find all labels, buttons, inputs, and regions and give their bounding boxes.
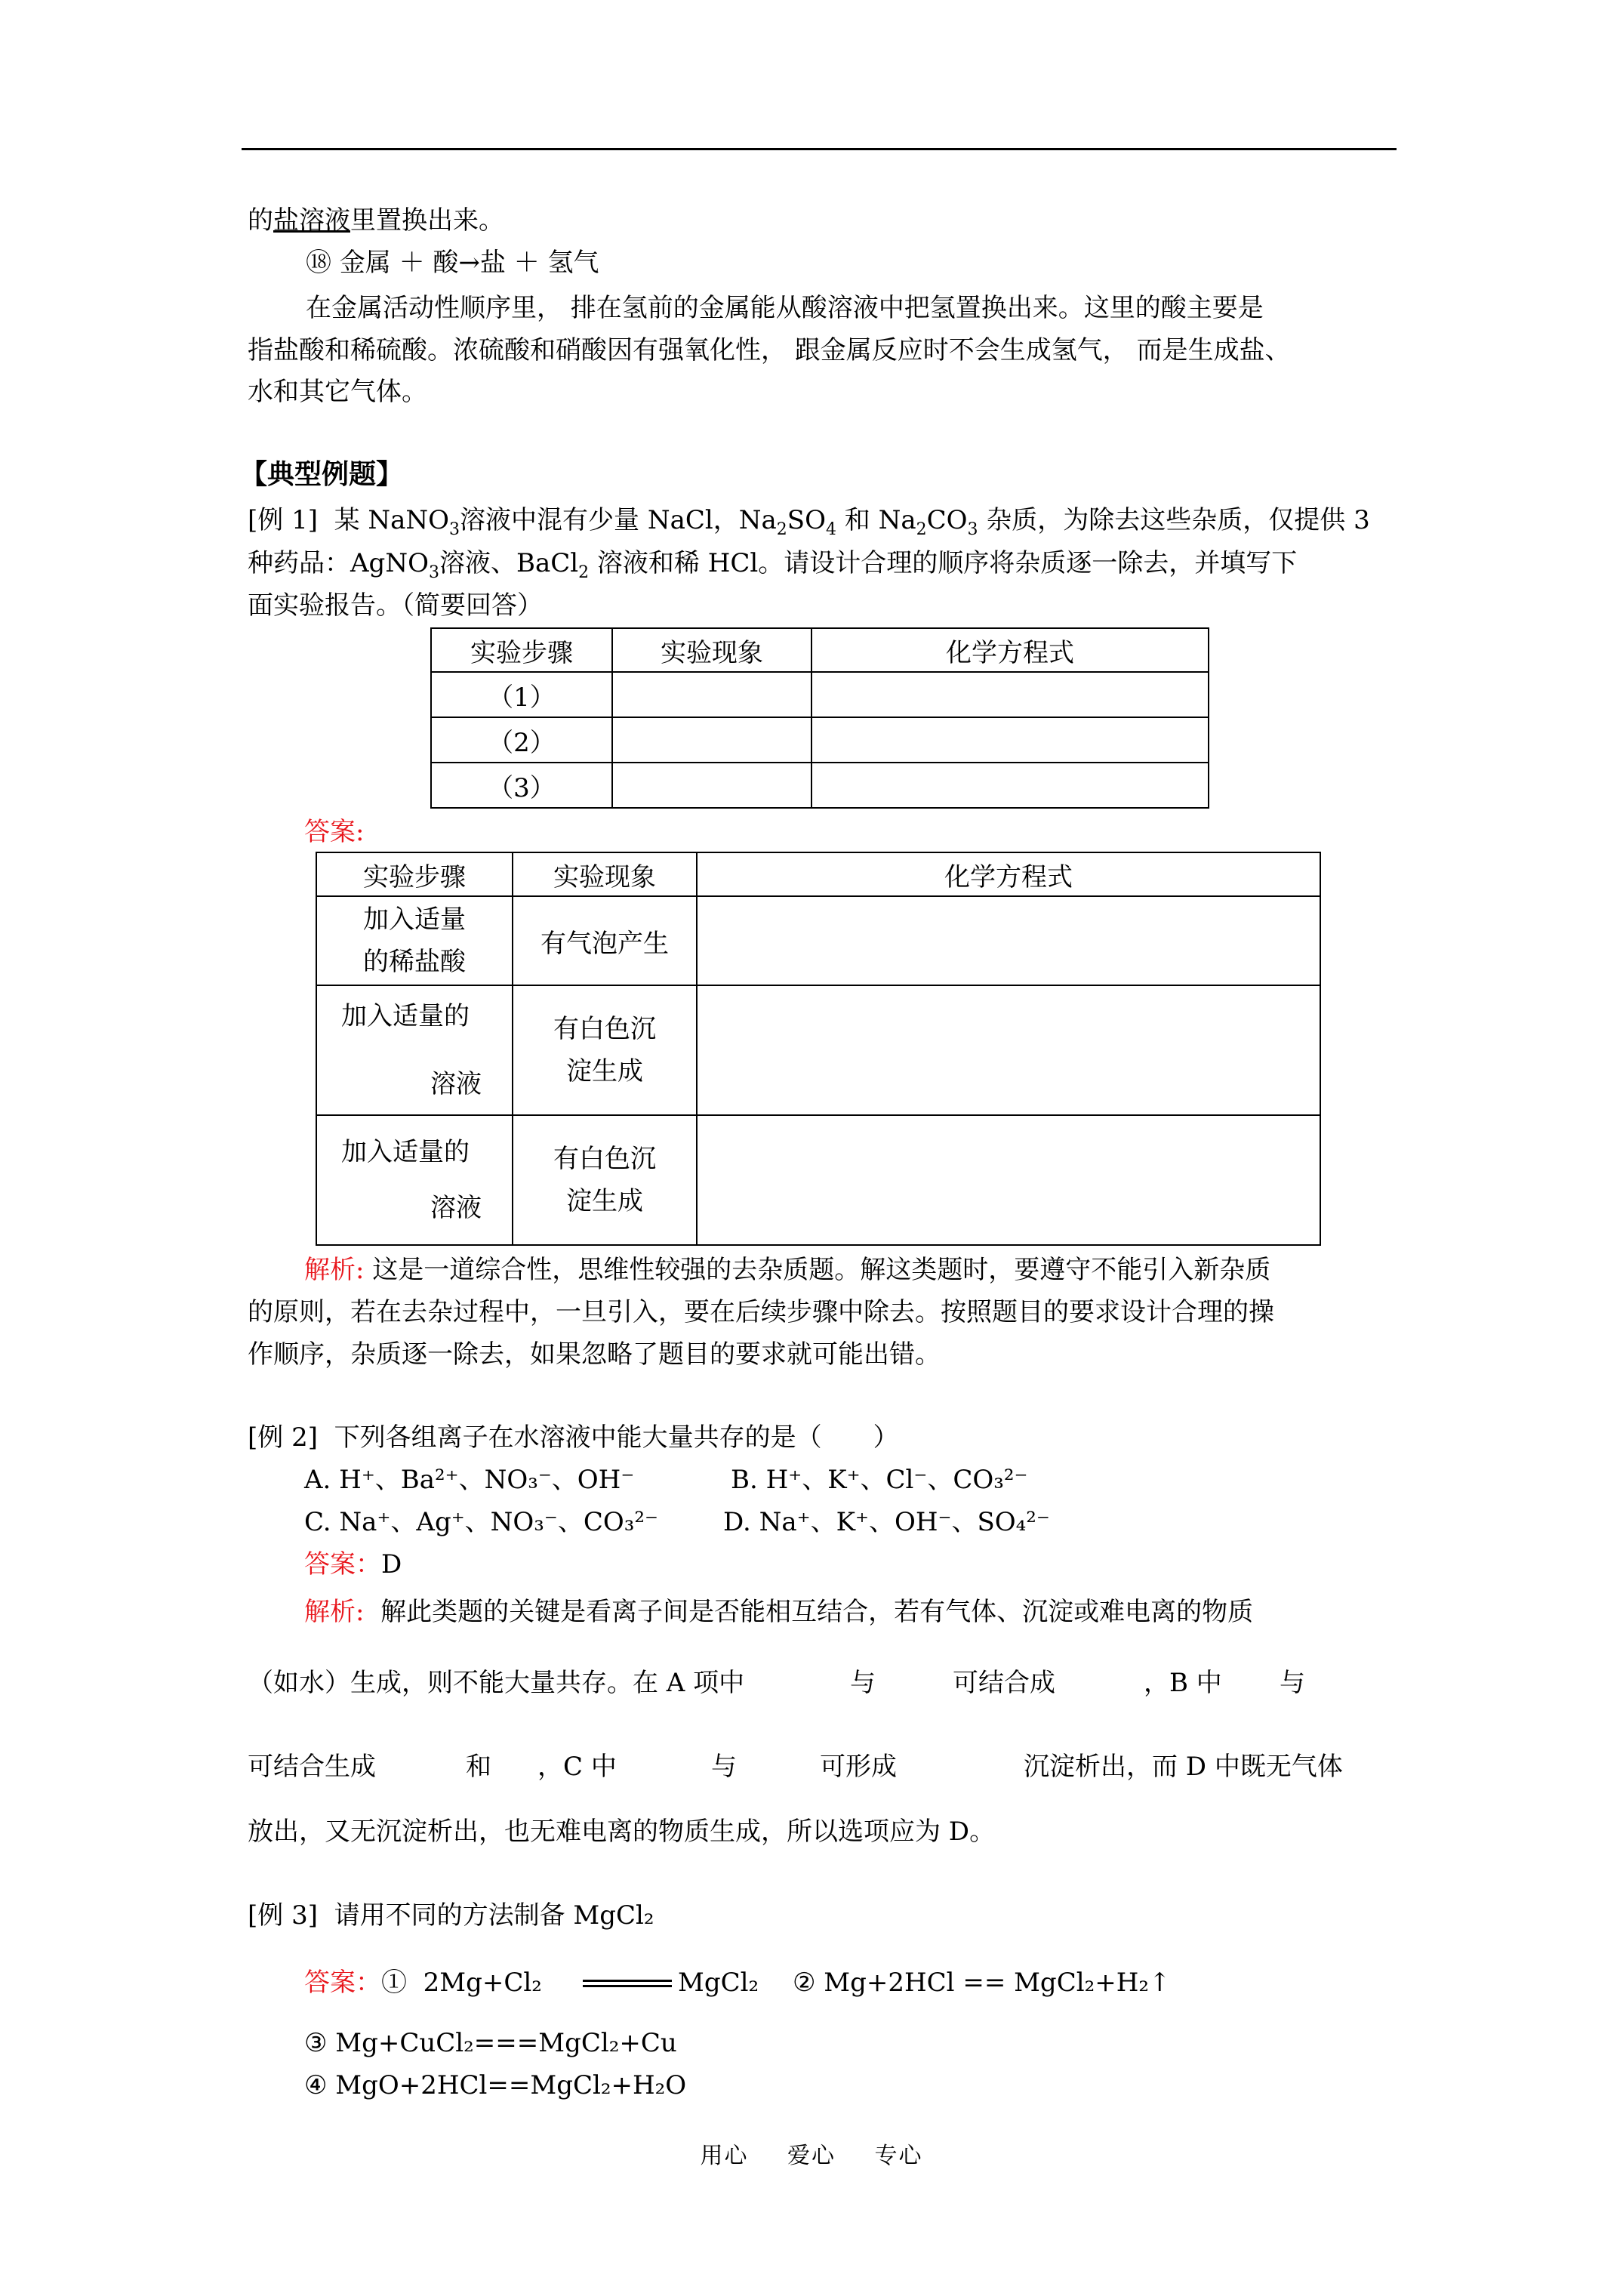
example1-line3: 面实验报告。（简要回答） [248,590,543,621]
table-header: 实验步骤 [431,628,612,672]
method-2: ② Mg+2HCl == MgCl₂+H₂↑ [793,1968,1171,1998]
table-row: （3） [431,763,1209,808]
table-header: 实验步骤 [316,852,513,896]
example1-analysis1: 解析: 这是一道综合性，思维性较强的去杂质题。解这类题时，要遵守不能引入新杂质 [304,1255,1271,1285]
example1-analysis2: 的原则，若在去杂过程中，一旦引入，要在后续步骤中除去。按照题目的要求设计合理的操 [248,1297,1274,1327]
example2-analysis3c: ，C 中 [537,1752,617,1782]
table-row: 加入适量 的稀盐酸 有气泡产生 [316,896,1320,985]
example2-analysis2b: 与 [850,1668,876,1698]
example2-analysis2a: （如水）生成，则不能大量共存。在 A 项中 [248,1668,745,1698]
table-header: 化学方程式 [812,628,1209,672]
page-footer: 用心 爱心 专心 [700,2143,923,2169]
header-rule [242,148,1397,150]
method-3: ③ Mg+CuCl₂===MgCl₂+Cu [304,2028,677,2058]
section-title: 【典型例题】 [240,458,404,490]
table-header: 实验现象 [513,852,697,896]
intro-para2: 指盐酸和稀硫酸。浓硫酸和硝酸因有强氧化性， 跟金属反应时不会生成氢气， 而是生成盐、 [248,335,1291,365]
intro-line1: 的盐溶液里置换出来。 [248,205,504,236]
method-1-product: MgCl₂ [678,1968,759,1998]
example1-analysis3: 作顺序，杂质逐一除去，如果忽略了题目的要求就可能出错。 [248,1339,941,1370]
example3-question: [例 3] 请用不同的方法制备 MgCl₂ [248,1900,654,1931]
example1-line1: [例 1] 某 NaNO$_3$溶液中混有少量 NaCl，$Na_2SO_4$ 和 $Na_2CO_3$ 杂质，为除去这些杂质，仅提供 3 [248,505,1370,539]
answer-label: 答案: [304,817,365,847]
table-row: （1） [431,672,1209,717]
example2-analysis4: 放出，又无沉淀析出，也无难电离的物质生成，所以选项应为 D。 [248,1817,996,1847]
example2-analysis2e: 与 [1280,1668,1305,1698]
table-header: 实验现象 [612,628,812,672]
example2-analysis3f: 沉淀析出，而 D 中既无气体 [1024,1752,1343,1782]
example2-answer: 答案：D [304,1549,402,1579]
intro-para3: 水和其它气体。 [248,377,427,407]
table-row: 加入适量的 溶液 有白色沉 淀生成 [316,985,1320,1115]
example2-analysis3a: 可结合生成 [248,1752,376,1782]
example1-line2: 种药品：AgNO$_3$溶液、BaCl$_2$ 溶液和稀 HCl。请设计合理的顺序将杂质逐一除去，并填写下 [248,548,1298,582]
example2-question: [例 2] 下列各组离子在水溶液中能大量共存的是（ ） [248,1422,899,1453]
example2-analysis3b: 和 [466,1752,491,1782]
table-row: （2） [431,717,1209,763]
option-b: B. H⁺、K⁺、Cl⁻、CO₃²⁻ [731,1465,1028,1495]
table-header: 化学方程式 [697,852,1320,896]
example2-analysis1: 解析: 解此类题的关键是看离子间是否能相互结合，若有气体、沉淀或难电离的物质 [304,1597,1254,1627]
option-c: C. Na⁺、Ag⁺、NO₃⁻、CO₃²⁻ [304,1507,658,1537]
intro-para1: 在金属活动性顺序里， 排在氢前的金属能从酸溶液中把氢置换出来。这里的酸主要是 [306,293,1264,323]
blank-report-table [430,627,1209,809]
example2-analysis2d: ，B 中 [1144,1668,1222,1698]
example2-analysis2c: 可结合成 [953,1668,1055,1698]
example2-analysis3e: 可形成 [820,1752,897,1782]
table-row: 加入适量的 溶液 有白色沉 淀生成 [316,1115,1320,1245]
reaction-arrow [583,1980,672,1987]
method-4: ④ MgO+2HCl==MgCl₂+H₂O [304,2070,687,2100]
option-d: D. Na⁺、K⁺、OH⁻、SO₄²⁻ [723,1507,1050,1537]
rule-18: ⑱ 金属 ＋ 酸→盐 ＋ 氢气 [306,248,599,278]
option-a: A. H⁺、Ba²⁺、NO₃⁻、OH⁻ [304,1465,635,1495]
answer-table [316,852,1321,1246]
method-1: 答案：① 2Mg+Cl₂ [304,1968,542,1998]
example2-analysis3d: 与 [711,1752,737,1782]
